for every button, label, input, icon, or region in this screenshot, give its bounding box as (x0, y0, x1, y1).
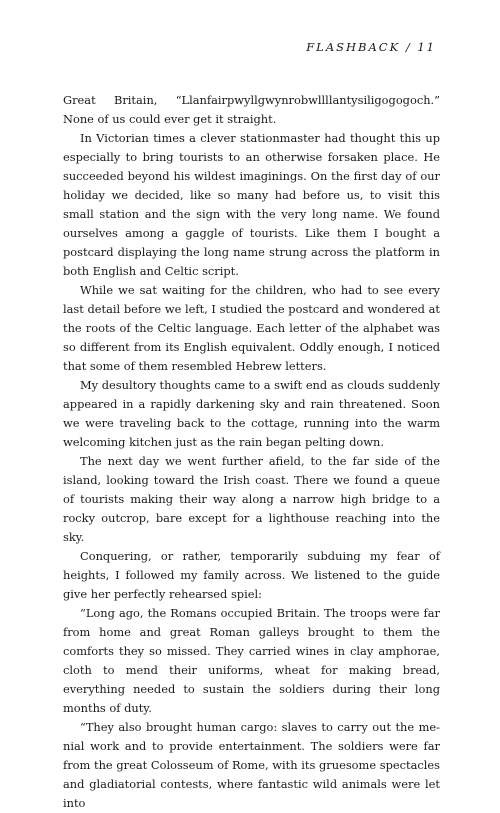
paragraph: “They also brought human cargo: slaves to carry out the menial work and to provide entertainment. The soldiers were far from the great Colosseum of Rome, with its gruesome spectacles and gladiatorial contests, where fantastic wild animals were let into (63, 720, 440, 810)
paragraph: In Victorian times a clever stationmaster had thought this up especially to bring tourists to an otherwise forsaken place. He succeeded beyond his wildest imaginings. On the first day of our holiday we decided, like so many had before us, to visit this small station and the sign with the very long name. We found ourselves among a gaggle of tourists. Like them I bought a postcard displaying the long name strung across the platform in both English and Celtic script. (63, 131, 440, 278)
paragraph: The next day we went further afield, to the far side of the island, looking toward the Irish coast. There we found a queue of tourists making their way along a narrow high bridge to a rocky outcrop, bare except for a lighthouse reaching into the sky. (63, 454, 440, 544)
paragraph: While we sat waiting for the children, who had to see every last detail before we left, I studied the postcard and wondered at the roots of the Celtic language. Each letter of the alphabet was so different from its English equivalent. Oddly enough, I noticed that some of them resembled Hebrew letters. (63, 283, 440, 373)
paragraph: Great Britain, “Llanfairpwyllgwynrobwllllantysiligogogoch.” None of us could ever get it straight. (63, 93, 440, 126)
paragraph: My desultory thoughts came to a swift end as clouds suddenly appeared in a rapidly darkening sky and rain threatened. Soon we were traveling back to the cottage, running into the warm welcoming kitchen just as the rain began pelting down. (63, 378, 440, 449)
running-head: FLASHBACK / 11 (306, 40, 436, 54)
paragraph: “Long ago, the Romans occupied Britain. The troops were far from home and great Roman galleys brought to them the comforts they so missed. They carried wines in clay amphorae, cloth to mend their uniforms, wheat for making bread, everything needed to sustain the soldiers during their long months of duty. (63, 606, 440, 715)
body-text (63, 91, 440, 813)
paragraph: Conquering, or rather, temporarily subduing my fear of heights, I followed my family across. We listened to the guide give her perfectly rehearsed spiel: (63, 549, 440, 601)
